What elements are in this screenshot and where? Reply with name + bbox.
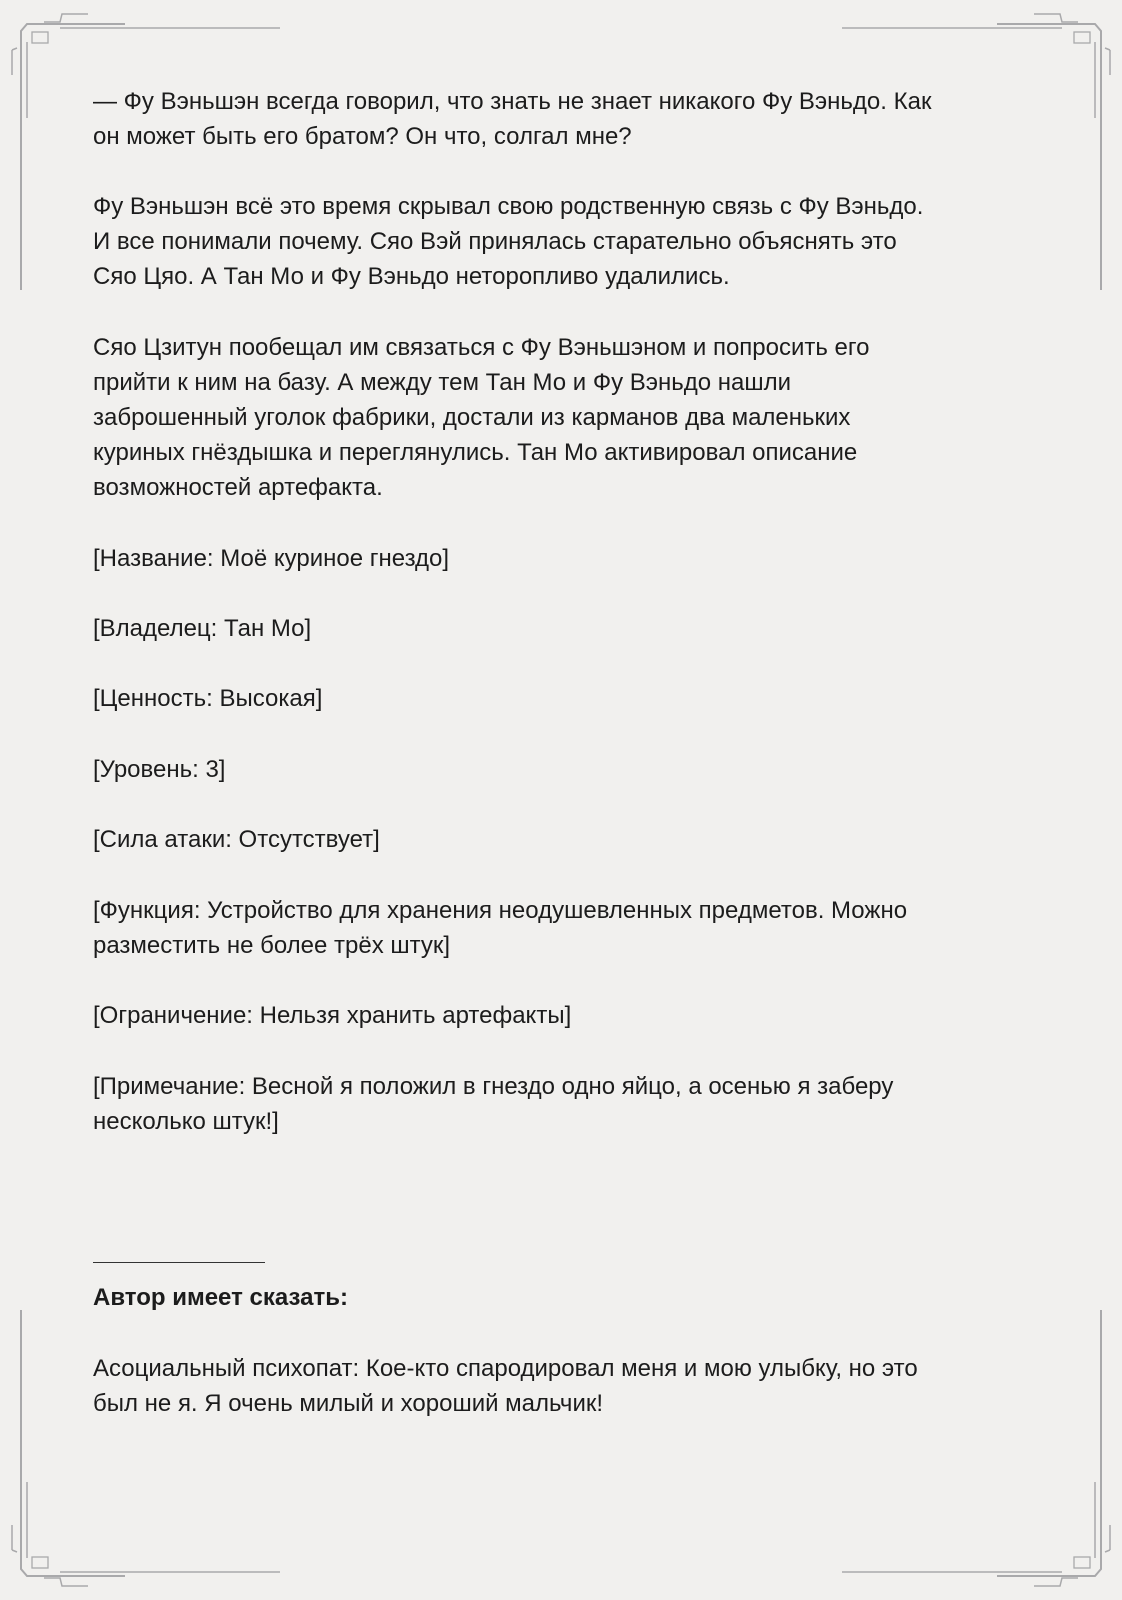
text-line: [Ограничение: Нельзя хранить артефакты] — [93, 1002, 572, 1029]
author-note-heading — [93, 1280, 1033, 1315]
text-line: — Фу Вэньшэн всегда говорил, что знать не знает никакого Фу Вэньдо. Как — [93, 88, 932, 115]
text-line: [Ценность: Высокая] — [93, 685, 323, 712]
paragraph — [93, 330, 1033, 505]
paragraph — [93, 84, 1033, 154]
text-line: [Примечание: Весной я положил в гнездо одно яйцо, а осенью я заберу — [93, 1073, 894, 1100]
text-line: разместить не более трёх штук] — [93, 932, 451, 959]
artifact-function — [93, 893, 1033, 963]
artifact-restriction — [93, 998, 1033, 1033]
text-line: Сяо Цяо. А Тан Мо и Фу Вэньдо неторопливо удалились. — [93, 263, 730, 290]
text-line: И все понимали почему. Сяо Вэй принялась старательно объяснять это — [93, 228, 897, 255]
text-line: он может быть его братом? Он что, солгал мне? — [93, 123, 632, 150]
text-line: [Функция: Устройство для хранения неодушевленных предметов. Можно — [93, 897, 908, 924]
artifact-attack — [93, 822, 1033, 857]
text-line: куриных гнёздышка и переглянулись. Тан Мо активировал описание — [93, 439, 858, 466]
text-line: Сяо Цзитун пообещал им связаться с Фу Вэньшэном и попросить его — [93, 334, 870, 361]
text-line: Фу Вэньшэн всё это время скрывал свою родственную связь с Фу Вэньдо. — [93, 193, 924, 220]
paragraph — [93, 189, 1033, 294]
heading-text: Автор имеет сказать: — [93, 1284, 348, 1311]
artifact-note — [93, 1069, 1033, 1139]
artifact-name — [93, 541, 1033, 576]
text-line: заброшенный уголок фабрики, достали из карманов два маленьких — [93, 404, 851, 431]
separator-line — [93, 1262, 265, 1263]
text-line: [Сила атаки: Отсутствует] — [93, 826, 380, 853]
author-note-text — [93, 1351, 1033, 1421]
text-line: несколько штук!] — [93, 1108, 279, 1135]
text-line: возможностей артефакта. — [93, 474, 383, 501]
text-line: Асоциальный психопат: Кое-кто спародировал меня и мою улыбку, но это — [93, 1355, 918, 1382]
artifact-value — [93, 681, 1033, 716]
artifact-owner — [93, 611, 1033, 646]
artifact-level — [93, 752, 1033, 787]
text-line: был не я. Я очень милый и хороший мальчик! — [93, 1390, 604, 1417]
text-line: [Название: Моё куриное гнездо] — [93, 545, 450, 572]
text-line: [Уровень: 3] — [93, 756, 226, 783]
text-line: прийти к ним на базу. А между тем Тан Мо и Фу Вэньдо нашли — [93, 369, 792, 396]
text-line: [Владелец: Тан Мо] — [93, 615, 312, 642]
